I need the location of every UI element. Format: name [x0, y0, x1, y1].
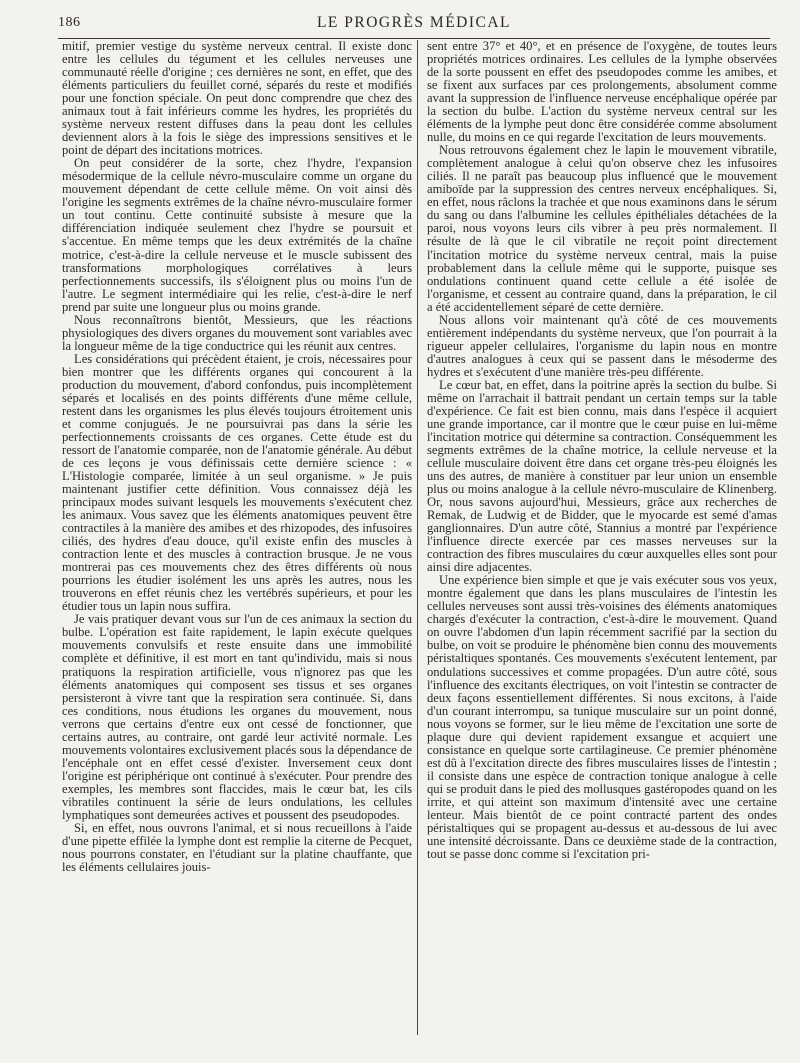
paragraph: Si, en effet, nous ouvrons l'animal, et si nous recueillons à l'aide d'une pipette effilée la lymphe dont est remplie la citerne de Pecquet, nous pourrons constater, en l'étudiant sur la platine chauffante, que les éléments cellulaires jouis-: [62, 820, 412, 874]
paragraph: Nous retrouvons également chez le lapin le mouvement vibratile, complètement analogue à celui qu'on observe chez les infusoires ciliés. Il ne paraît pas beaucoup plus influencé que le mouvement amiboïde par la suppression des centres nerveux encéphaliques. Si, en effet, nous râclons la trachée et que nous examinons dans le sérum du sang ou dans l'albumine les cellules épithéliales détachées de la paroi, nous voyons leurs cils vibrer à peu près normalement. Il résulte de là que le cil vibratile ne reçoit point directement l'incitation motrice du système nerveux central, mais la puise probablement dans la cellule même qui le supporte, puisque ses ondulations continuent quand cette cellule a été isolée de l'organisme, et cessent au contraire quand, dans la préparation, le cil a été accidentellement séparé de cette dernière.: [427, 143, 777, 314]
paragraph: Le cœur bat, en effet, dans la poitrine après la section du bulbe. Si même on l'arrachait il battrait pendant un certain temps sur la table d'expérience. Ce fait est bien connu, mais dans l'espèce il acquiert une grande importance, car il montre que le cœur puise en lui-même l'incitation motrice qui détermine sa contraction. Conséquemment les segments extrêmes de la chaîne motrice, la cellule nerveuse et la cellule musculaire doivent être dans cet organe très-peu éloignés les uns des autres, de manière à constituer par leur union un ensemble plus ou moins analogue à la cellule névro-musculaire de Klinenberg. Or, nous savons aujourd'hui, Messieurs, grâce aux recherches de Remak, de Ludwig et de Bidder, que le myocarde est semé d'amas ganglionnaires. D'un autre côté, Stannius a montré par l'expérience l'influence directe exercée par ces masses nerveuses sur la contraction des fibres musculaires du cœur auxquelles elles sont pour ainsi dire adjacentes.: [427, 377, 777, 575]
paragraph: Une expérience bien simple et que je vais exécuter sous vos yeux, montre également que dans les plans musculaires de l'intestin les cellules nerveuses sont aussi très-voisines des éléments anatomiques chargés d'exécuter la contraction, c'est-à-dire le mouvement. Quand on ouvre l'abdomen d'un lapin récemment sacrifié par la section du bulbe, on voit se produire le phénomène bien connu des mouvements péristaltiques spontanés. Ces mouvements s'exécutent lentement, par ondulations successives et comme propagées. D'un autre côté, sous l'influence des excitants électriques, on voit l'intestin se contracter de deux façons essentiellement différentes. Si nous excitons, à l'aide d'un courant interrompu, sa tunique musculaire sur un point donné, nous voyons se former, sur le lieu même de l'excitation une sorte de plaque dure qui devient rapidement exsangue et acquiert une consistance en quelque sorte cartilagineuse. Ce premier phénomène est dû à l'excitation directe des fibres musculaires lisses de l'intestin ; il consiste dans une espèce de contraction tonique analogue à celle qui se produit dans le pied des mollusques gastéropodes quand on les irrite, et qui atteint son maximum d'intensité avec une certaine lenteur. Mais bientôt de ce point contracté partent des ondes péristaltiques qui se propagent au-dessus et au-dessous de lui avec une intensité décroissante. Dans ce deuxième stade de la contraction, tout se passe donc comme si l'excitation pri-: [427, 573, 777, 861]
right-column: [427, 40, 777, 861]
paragraph: Nous reconnaîtrons bientôt, Messieurs, que les réactions physiologiques des divers organes du mouvement sont variables avec la longueur même de la tige conductrice qui les réunit aux centres.: [62, 312, 412, 353]
journal-title: LE PROGRÈS MÉDICAL: [316, 14, 512, 31]
left-column: [62, 40, 412, 874]
paragraph: On peut considérer de la sorte, chez l'hydre, l'expansion mésodermique de la cellule névro-musculaire comme un organe du mouvement dépendant de cette cellule même. On voit ainsi dès l'origine les segments extrêmes de la chaîne névro-musculaire former un tout continu. Cette continuité subsiste à mesure que la différenciation indiquée seulement chez l'hydre se poursuit et s'accentue. En même temps que les deux extrémités de la chaîne motrice, c'est-à-dire la cellule nerveuse et le muscle subissent des transformations morphologiques corrélatives à leurs perfectionnements successifs, ils s'éloignent plus ou moins l'un de l'autre. Le segment intermédiaire qui les relie, c'est-à-dire le nerf prend par suite une longueur plus ou moins grande.: [62, 156, 412, 314]
paragraph: Les considérations qui précèdent étaient, je crois, nécessaires pour bien montrer que les différents organes qui concourent à la production du mouvement, d'abord confondus, puis incomplètement séparés et localisés en des points différents d'une même cellule, restent dans les organismes les plus élevés toujours étroitement unis et comme conjugués. Je ne poursuivrai pas dans la série les perfectionnements croissants de ces organes. Cette étude est du ressort de l'anatomie comparée, non de l'anatomie générale. Au début de ces leçons je vous définissais cette dernière science : « L'Histologie comparée, limitée à un seul organisme. » Je puis maintenant justifier cette définition. Vous connaissez déjà les principaux modes suivant lesquels les mouvements s'exécutent chez les animaux. Vous savez que les éléments anatomiques peuvent être contractiles à la manière des amibes et des rhizopodes, des infusoires ciliés, des hydres d'eau douce, qu'il existe enfin des muscles à contraction lente et des muscles à contraction brusque. Je ne vous montrerai pas ces mouvements chez des êtres différents où nous pourrions les étudier isolément les uns après les autres, nous les trouverons en effet réunis chez les vertébrés supérieurs, et pour les étudier tous un lapin nous suffira.: [62, 351, 412, 614]
page-header: [58, 14, 770, 36]
paragraph: Je vais pratiquer devant vous sur l'un de ces animaux la section du bulbe. L'opération est faite rapidement, le lapin exécute quelques mouvements convulsifs et reste ensuite dans une immobilité complète et définitive, il est mort en tant qu'individu, mais si nous pratiquons la respiration artificielle, vous n'ignorez pas que les éléments anatomiques qui composent ses tissus et ses organes persisteront à vivre tant que la respiration sera continuée. Si, dans ces conditions, nous étudions les organes du mouvement, nous verrons que certains d'entre eux ont cessé de fonctionner, que certains autres, au contraire, ont gardé leur activité normale. Les mouvements volontaires exclusivement placés sous la dépendance de l'encéphale ont en effet cessé d'exister. Inversement ceux dont l'origine est périphérique ont continué à s'exécuter. Pour prendre des exemples, les membres sont flaccides, mais le cœur bat, les cils vibratiles continuent la série de leurs ondulations, les cellules lymphatiques sont demeurées actives et poussent des pseudopodes.: [62, 612, 412, 822]
paragraph: sent entre 37° et 40°, et en présence de l'oxygène, de toutes leurs propriétés motrices ordinaires. Les cellules de la lymphe observées de la sorte poussent en effet des pseudopodes comme les amibes, et se fixent aux surfaces par ces prolongements, absolument comme avant la suppression de l'influence nerveuse encéphalique opérée par la section du bulbe. L'action du système nerveux central sur les éléments de la lymphe peut donc être considérée comme absolument nulle, du moins en ce qui regarde l'excitation de leurs mouvements.: [427, 39, 777, 145]
paragraph: mitif, premier vestige du système nerveux central. Il existe donc entre les cellules du tégument et les cellules nerveuses une communauté réelle d'origine ; ces dernières ne sont, en effet, que des éléments particuliers du feuillet corné, séparés du reste et modifiés pour une fonction spéciale. On peut donc comprendre que chez des animaux tout à fait inférieurs comme les hydres, les propriétés du système nerveux restent diffuses dans la peau dont les cellules deviennent alors à la fois le siège des impressions sensitives et le point de départ des incitations motrices.: [62, 39, 412, 158]
paragraph: Nous allons voir maintenant qu'à côté de ces mouvements entièrement indépendants du système nerveux, que l'on pourrait à la rigueur appeler cellulaires, l'organisme du lapin nous en montre d'autres analogues à ceux qui se passent dans le mésoderme des hydres et s'exécutent d'une manière très-peu différente.: [427, 312, 777, 379]
column-divider: [417, 40, 418, 1035]
page-number: 186: [58, 15, 81, 30]
